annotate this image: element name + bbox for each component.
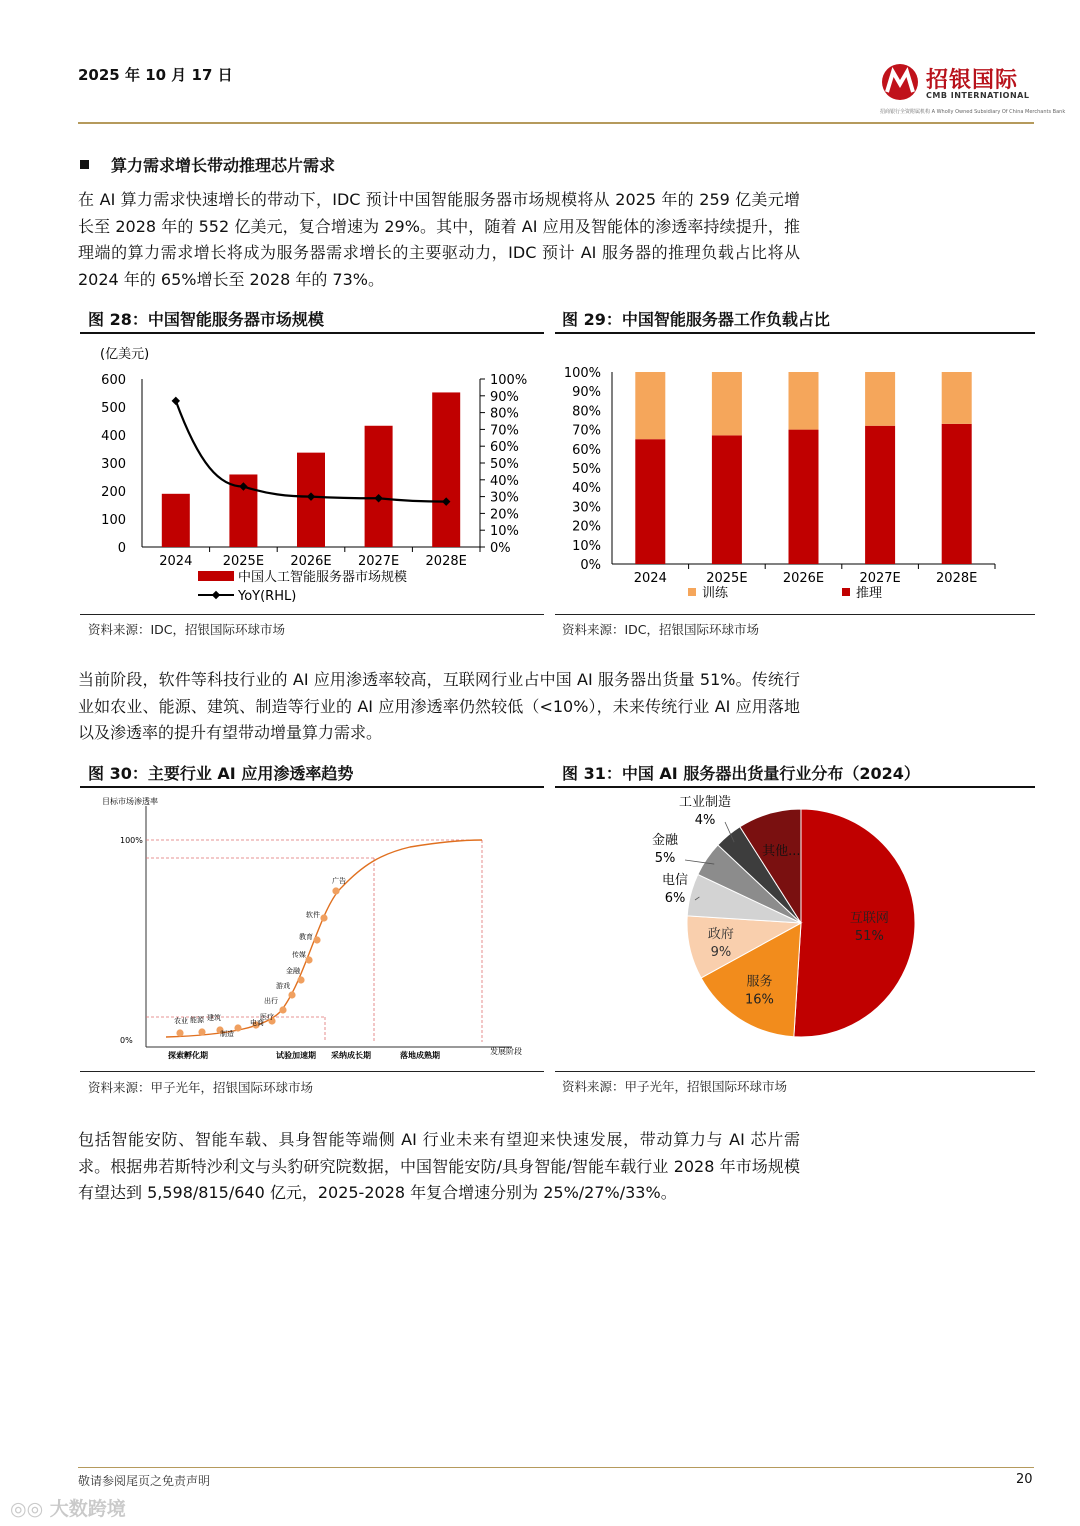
fig30-point [297,976,304,983]
fig29-ytick: 70% [572,423,601,439]
fig29-bar-training [942,372,972,424]
fig28-ytick: 400 [101,429,126,444]
fig29-legend-swatch-inference [842,588,850,596]
fig28-rule [80,332,544,334]
fig29-ytick: 60% [572,442,601,458]
fig31-value: 5% [654,851,676,866]
fig31-label: 工业制造 [678,795,732,810]
fig29-bar-inference [712,435,742,564]
fig28-y2tick: 70% [490,423,519,439]
fig29-bar-training [865,372,895,426]
fig30-ytick: 0% [120,1036,133,1045]
fig29-source: 资料来源：IDC，招银国际环球市场 [562,622,760,637]
fig31-label: 互联网 [849,911,889,927]
footer-disclaimer: 敬请参阅尾页之免责声明 [78,1474,211,1488]
fig29-ytick: 40% [572,481,601,497]
fig28-yoy-point [172,397,180,405]
fig31-value: 51% [854,929,884,945]
fig28-y2tick: 50% [490,457,519,472]
report-date: 2025 年 10 月 17 日 [78,66,233,84]
fig29-bar-inference [942,424,972,564]
fig28-xtick: 2024 [159,554,193,569]
fig31-label: 金融 [651,833,679,848]
fig29-bar-inference [865,426,895,564]
fig28-y2tick: 20% [490,507,519,523]
fig29-title: 图 29：中国智能服务器工作负载占比 [562,310,830,329]
fig29-legend-inference: 推理 [856,586,883,601]
footer-divider [78,1467,1034,1468]
fig29-xtick: 2027E [859,571,901,586]
fig30-point-label: 软件 [306,911,320,919]
fig29-ytick: 80% [572,404,601,420]
fig30-ylabel: 目标市场渗透率 [102,797,158,806]
fig30-point-label: 传媒 [292,951,306,959]
fig31-source: 资料来源：甲子光年，招银国际环球市场 [562,1079,788,1094]
header-divider [78,122,1034,124]
fig29-bar-inference [635,439,665,564]
fig30-source-rule [80,1071,544,1072]
fig28-legend-line: YoY(RHL) [238,589,297,604]
logo-sub: 招商银行全资附属机构 A Wholly Owned Subsidiary Of China Merchants Bank [880,109,1066,115]
fig28-y2tick: 0% [490,541,511,556]
fig28-unit-label: (亿美元) [100,347,150,362]
paragraph-2: 当前阶段，软件等科技行业的 AI 应用渗透率较高，互联网行业占中国 AI 服务器出货量 51%。传统行业如农业、能源、建筑、制造等行业的 AI 应用渗透率仍然较低（<10%），未来传统行业 AI 应用落地以及渗透率的提升有望带动增量算力需求。 [78,670,800,742]
fig28-xtick: 2027E [357,554,400,569]
fig31-value: 9% [710,944,732,960]
fig30-point-label: 农业 [174,1017,188,1025]
fig28-title: 图 28：中国智能服务器市场规模 [88,310,324,329]
fig29-xtick: 2028E [936,571,978,586]
fig31-chart [555,792,1035,1066]
fig29-ytick: 20% [572,519,601,535]
fig29-xtick: 2024 [633,571,667,586]
fig30-point-label: 金融 [286,967,300,975]
fig29-ytick: 50% [572,462,601,477]
fig28-chart [80,340,544,608]
fig30-point-label: 医疗 [260,1013,274,1021]
fig29-ytick: 90% [572,385,601,401]
fig30-stage-label: 试验加速期 [276,1051,316,1060]
fig30-point [313,936,320,943]
fig29-ytick: 10% [572,538,601,554]
fig28-y2tick: 100% [490,373,528,388]
fig29-bar-inference [789,430,819,564]
fig28-y2tick: 60% [490,440,519,456]
fig30-stage-label: 采纳成长期 [331,1051,371,1060]
fig31-label: 电信 [661,873,689,888]
fig28-bar [365,426,393,547]
fig30-point [234,1024,241,1031]
paragraph-3: 包括智能安防、智能车载、具身智能等端侧 AI 行业未来有望迎来快速发展，带动算力与 AI 芯片需求。根据弗若斯特沙利文与头豹研究院数据，中国智能安防/具身智能/智能车载行业 2028 年市场规模有望达到 5,598/815/640 亿元，2025-2028 年复合增速分别为 25%/27%/33%。 [78,1130,800,1202]
fig29-xtick: 2025E [706,571,748,586]
fig29-ytick: 100% [563,366,601,381]
fig29-legend-training: 训练 [702,586,729,601]
fig30-point [332,887,339,894]
fig30-xlabel: 发展阶段 [490,1047,522,1056]
watermark [10,1494,126,1521]
fig28-y2tick: 80% [490,406,519,422]
watermark-text: 大数跨境 [49,1498,126,1520]
fig28-source-rule [80,614,544,615]
bullet-square-icon [80,160,89,169]
fig30-point-label: 广告 [332,877,346,885]
fig29-xtick: 2026E [782,571,825,586]
fig29-ytick: 0% [580,558,601,573]
fig30-stage-label: 落地成熟期 [400,1051,440,1060]
fig28-ytick: 600 [101,373,126,388]
fig30-point [288,991,295,998]
fig30-point-label: 电商 [250,1019,264,1027]
fig29-bar-training [712,372,742,435]
fig29-source-rule [555,614,1035,615]
fig30-point-label: 建筑 [207,1014,221,1022]
fig31-label: 其他... [762,844,801,860]
fig30-stage-label: 探索孵化期 [168,1051,208,1060]
cmb-logo-icon [878,62,922,102]
fig30-point-label: 出行 [264,997,278,1005]
fig28-bar [162,494,190,547]
fig28-xtick: 2026E [290,554,332,569]
fig28-xtick: 2025E [222,554,265,569]
fig30-source: 资料来源：甲子光年，招银国际环球市场 [88,1080,314,1095]
page-number: 20 [1016,1472,1033,1487]
fig28-source: 资料来源：IDC，招银国际环球市场 [88,622,286,637]
fig28-xtick: 2028E [425,554,467,569]
section-title [80,153,335,176]
fig28-legend-swatch-point [212,591,220,599]
fig30-point [305,956,312,963]
fig30-point-label: 制造 [220,1030,234,1038]
fig28-ytick: 200 [101,485,126,500]
fig28-y2tick: 40% [490,473,519,489]
fig28-y2tick: 10% [490,524,519,540]
fig30-title: 图 30：主要行业 AI 应用渗透率趋势 [88,764,354,783]
fig30-s-curve [166,840,482,1037]
fig30-point-label: 游戏 [276,982,290,990]
fig28-legend-swatch-bar [198,571,234,581]
logo-cn: 招银国际 [926,68,1019,93]
fig31-value: 16% [745,992,774,1008]
fig30-point-label: 能源 [190,1016,204,1024]
fig30-point [279,1006,286,1013]
fig28-ytick: 0 [117,541,126,556]
fig30-point [176,1029,183,1036]
fig31-rule [555,786,1035,788]
fig30-ytick: 100% [120,836,143,845]
fig28-y2tick: 90% [490,389,519,405]
fig31-source-rule [555,1071,1035,1072]
fig29-rule [555,332,1035,334]
fig29-bar-training [635,372,665,439]
paragraph-1: 在 AI 算力需求快速增长的带动下，IDC 预计中国智能服务器市场规模将从 2025 年的 259 亿美元增长至 2028 年的 552 亿美元，复合增速为 29%。其中，随着 AI 应用及智能体的渗透率持续提升，推理端的算力需求增长将成为服务器需求增长的主要驱动力，IDC 预计 AI 服务器的推理负载占比将从 2024 年的 65%增长至 2028 年的 73%。 [78,190,800,289]
fig28-bar [432,392,460,547]
fig30-chart [80,792,544,1066]
fig28-ytick: 500 [101,401,126,416]
watermark-logo-icon: ◎◎ [10,1498,50,1520]
fig28-y2tick: 30% [490,490,519,506]
fig28-ytick: 300 [101,457,126,472]
fig28-ytick: 100 [101,513,126,528]
fig29-bar-training [789,372,819,430]
section-title-text: 算力需求增长带动推理芯片需求 [111,156,336,175]
fig29-chart [555,340,1035,608]
fig30-point [198,1028,205,1035]
fig31-value: 4% [694,813,716,828]
logo-en: CMB INTERNATIONAL [926,91,1030,100]
fig31-label: 政府 [707,926,734,942]
fig31-label: 服务 [746,974,773,990]
fig30-point [320,914,327,921]
fig28-legend-bar: 中国人工智能服务器市场规模 [238,570,408,585]
fig30-point-label: 教育 [299,933,313,941]
fig31-value: 6% [664,891,686,906]
fig29-legend-swatch-training [688,588,696,596]
fig30-rule [80,786,544,788]
fig31-title: 图 31：中国 AI 服务器出货量行业分布（2024） [562,764,920,783]
fig29-ytick: 30% [572,500,601,516]
